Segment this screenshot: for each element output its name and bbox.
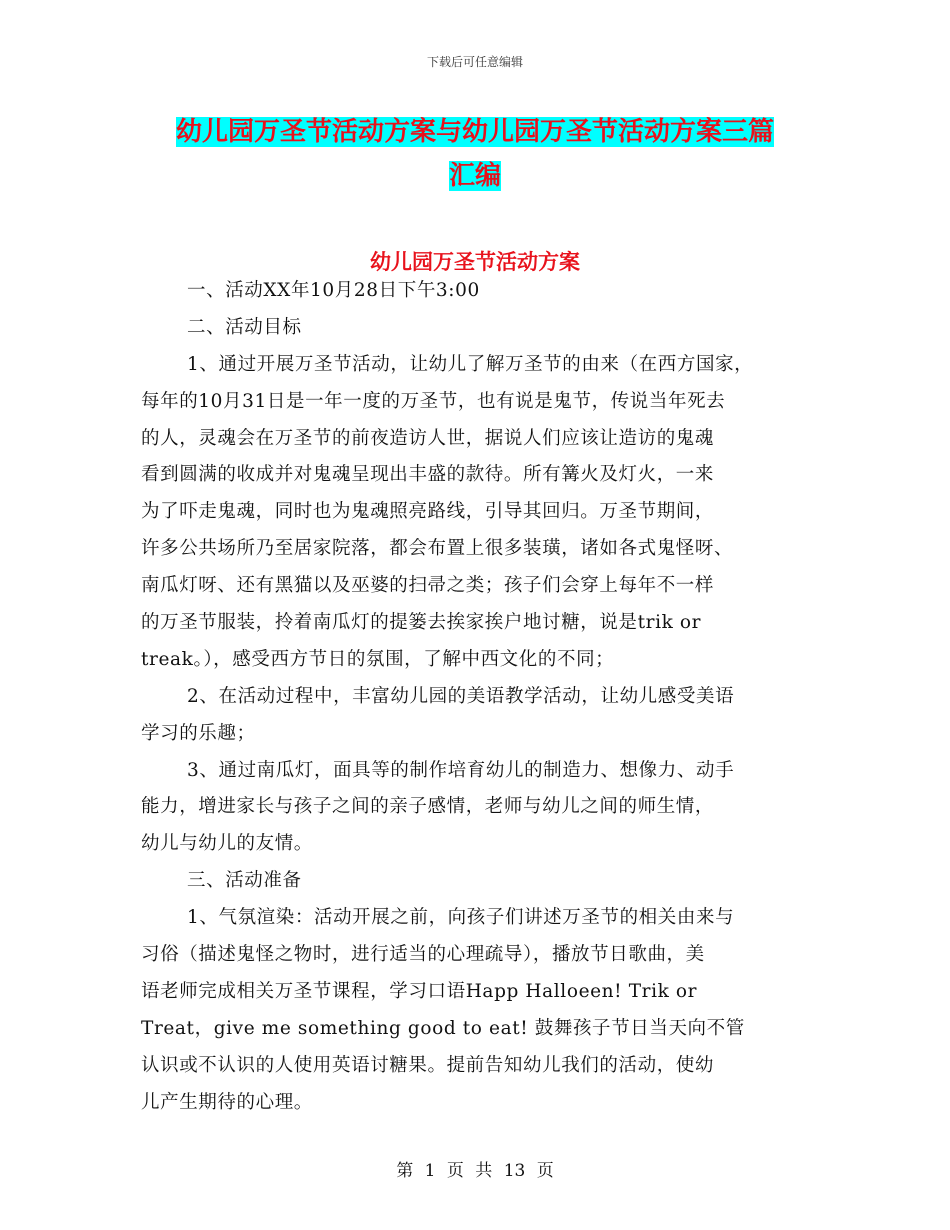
paragraph-line: 3、通过南瓜灯，面具等的制作培育幼儿的制造力、想像力、动手	[187, 759, 735, 781]
paragraph-line: 1、通过开展万圣节活动，让幼儿了解万圣节的由来（在西方国家，	[187, 353, 754, 375]
paragraph-line: 南瓜灯呀、还有黑猫以及巫婆的扫帚之类；孩子们会穿上每年不一样	[141, 575, 715, 597]
paragraph-line: 儿产生期待的心理。	[141, 1091, 313, 1113]
paragraph-line: 幼儿与幼儿的友情。	[141, 833, 313, 855]
document-title-line-1: 幼儿园万圣节活动方案与幼儿园万圣节活动方案三篇	[175, 117, 774, 147]
paragraph-line: 学习的乐趣；	[141, 722, 256, 744]
body-text	[141, 273, 811, 1121]
paragraph-line: treak。），感受西方节日的氛围，了解中西文化的不同；	[141, 648, 615, 670]
header-note: 下载后可任意编辑	[426, 55, 523, 69]
page-footer: 第 1 页 共 13 页	[396, 1161, 554, 1181]
paragraph-line: 认识或不认识的人使用英语讨糖果。提前告知幼儿我们的活动，使幼	[141, 1054, 715, 1076]
paragraph-line: 三、活动准备	[187, 870, 302, 892]
paragraph-line: 的人，灵魂会在万圣节的前夜造访人世，据说人们应该让造访的鬼魂	[141, 427, 715, 449]
document-title	[150, 110, 800, 198]
paragraph-line: 为了吓走鬼魂，同时也为鬼魂照亮路线，引导其回归。万圣节期间，	[141, 501, 715, 523]
paragraph-line: 2、在活动过程中，丰富幼儿园的美语教学活动，让幼儿感受美语	[187, 685, 735, 707]
paragraph-line: 1、气氛渲染：活动开展之前，向孩子们讲述万圣节的相关由来与	[187, 907, 735, 929]
paragraph-line: 能力，增进家长与孩子之间的亲子感情，老师与幼儿之间的师生情，	[141, 796, 715, 818]
paragraph-line: 的万圣节服装，拎着南瓜灯的提篓去挨家挨户地讨糖，说是trik or	[141, 612, 702, 634]
paragraph-line: 语老师完成相关万圣节课程，学习口语Happ Halloeen! Trik or	[141, 980, 698, 1002]
paragraph-line: 许多公共场所乃至居家院落，都会布置上很多装璜，诸如各式鬼怪呀、	[141, 538, 734, 560]
paragraph-line: 看到圆满的收成并对鬼魂呈现出丰盛的款待。所有篝火及灯火，一来	[141, 464, 715, 486]
paragraph-line: 二、活动目标	[187, 316, 302, 338]
paragraph-line: 一、活动XX年10月28日下午3:00	[187, 280, 480, 301]
paragraph-line: 习俗（描述鬼怪之物时，进行适当的心理疏导），播放节日歌曲，美	[141, 944, 705, 966]
paragraph-line: 每年的10月31日是一年一度的万圣节，也有说是鬼节，传说当年死去	[141, 390, 726, 412]
document-title-line-2: 汇编	[448, 161, 501, 191]
paragraph-line: Treat，give me something good to eat! 鼓舞孩子节日当天向不管	[141, 1017, 745, 1039]
section-title: 幼儿园万圣节活动方案	[370, 250, 580, 274]
